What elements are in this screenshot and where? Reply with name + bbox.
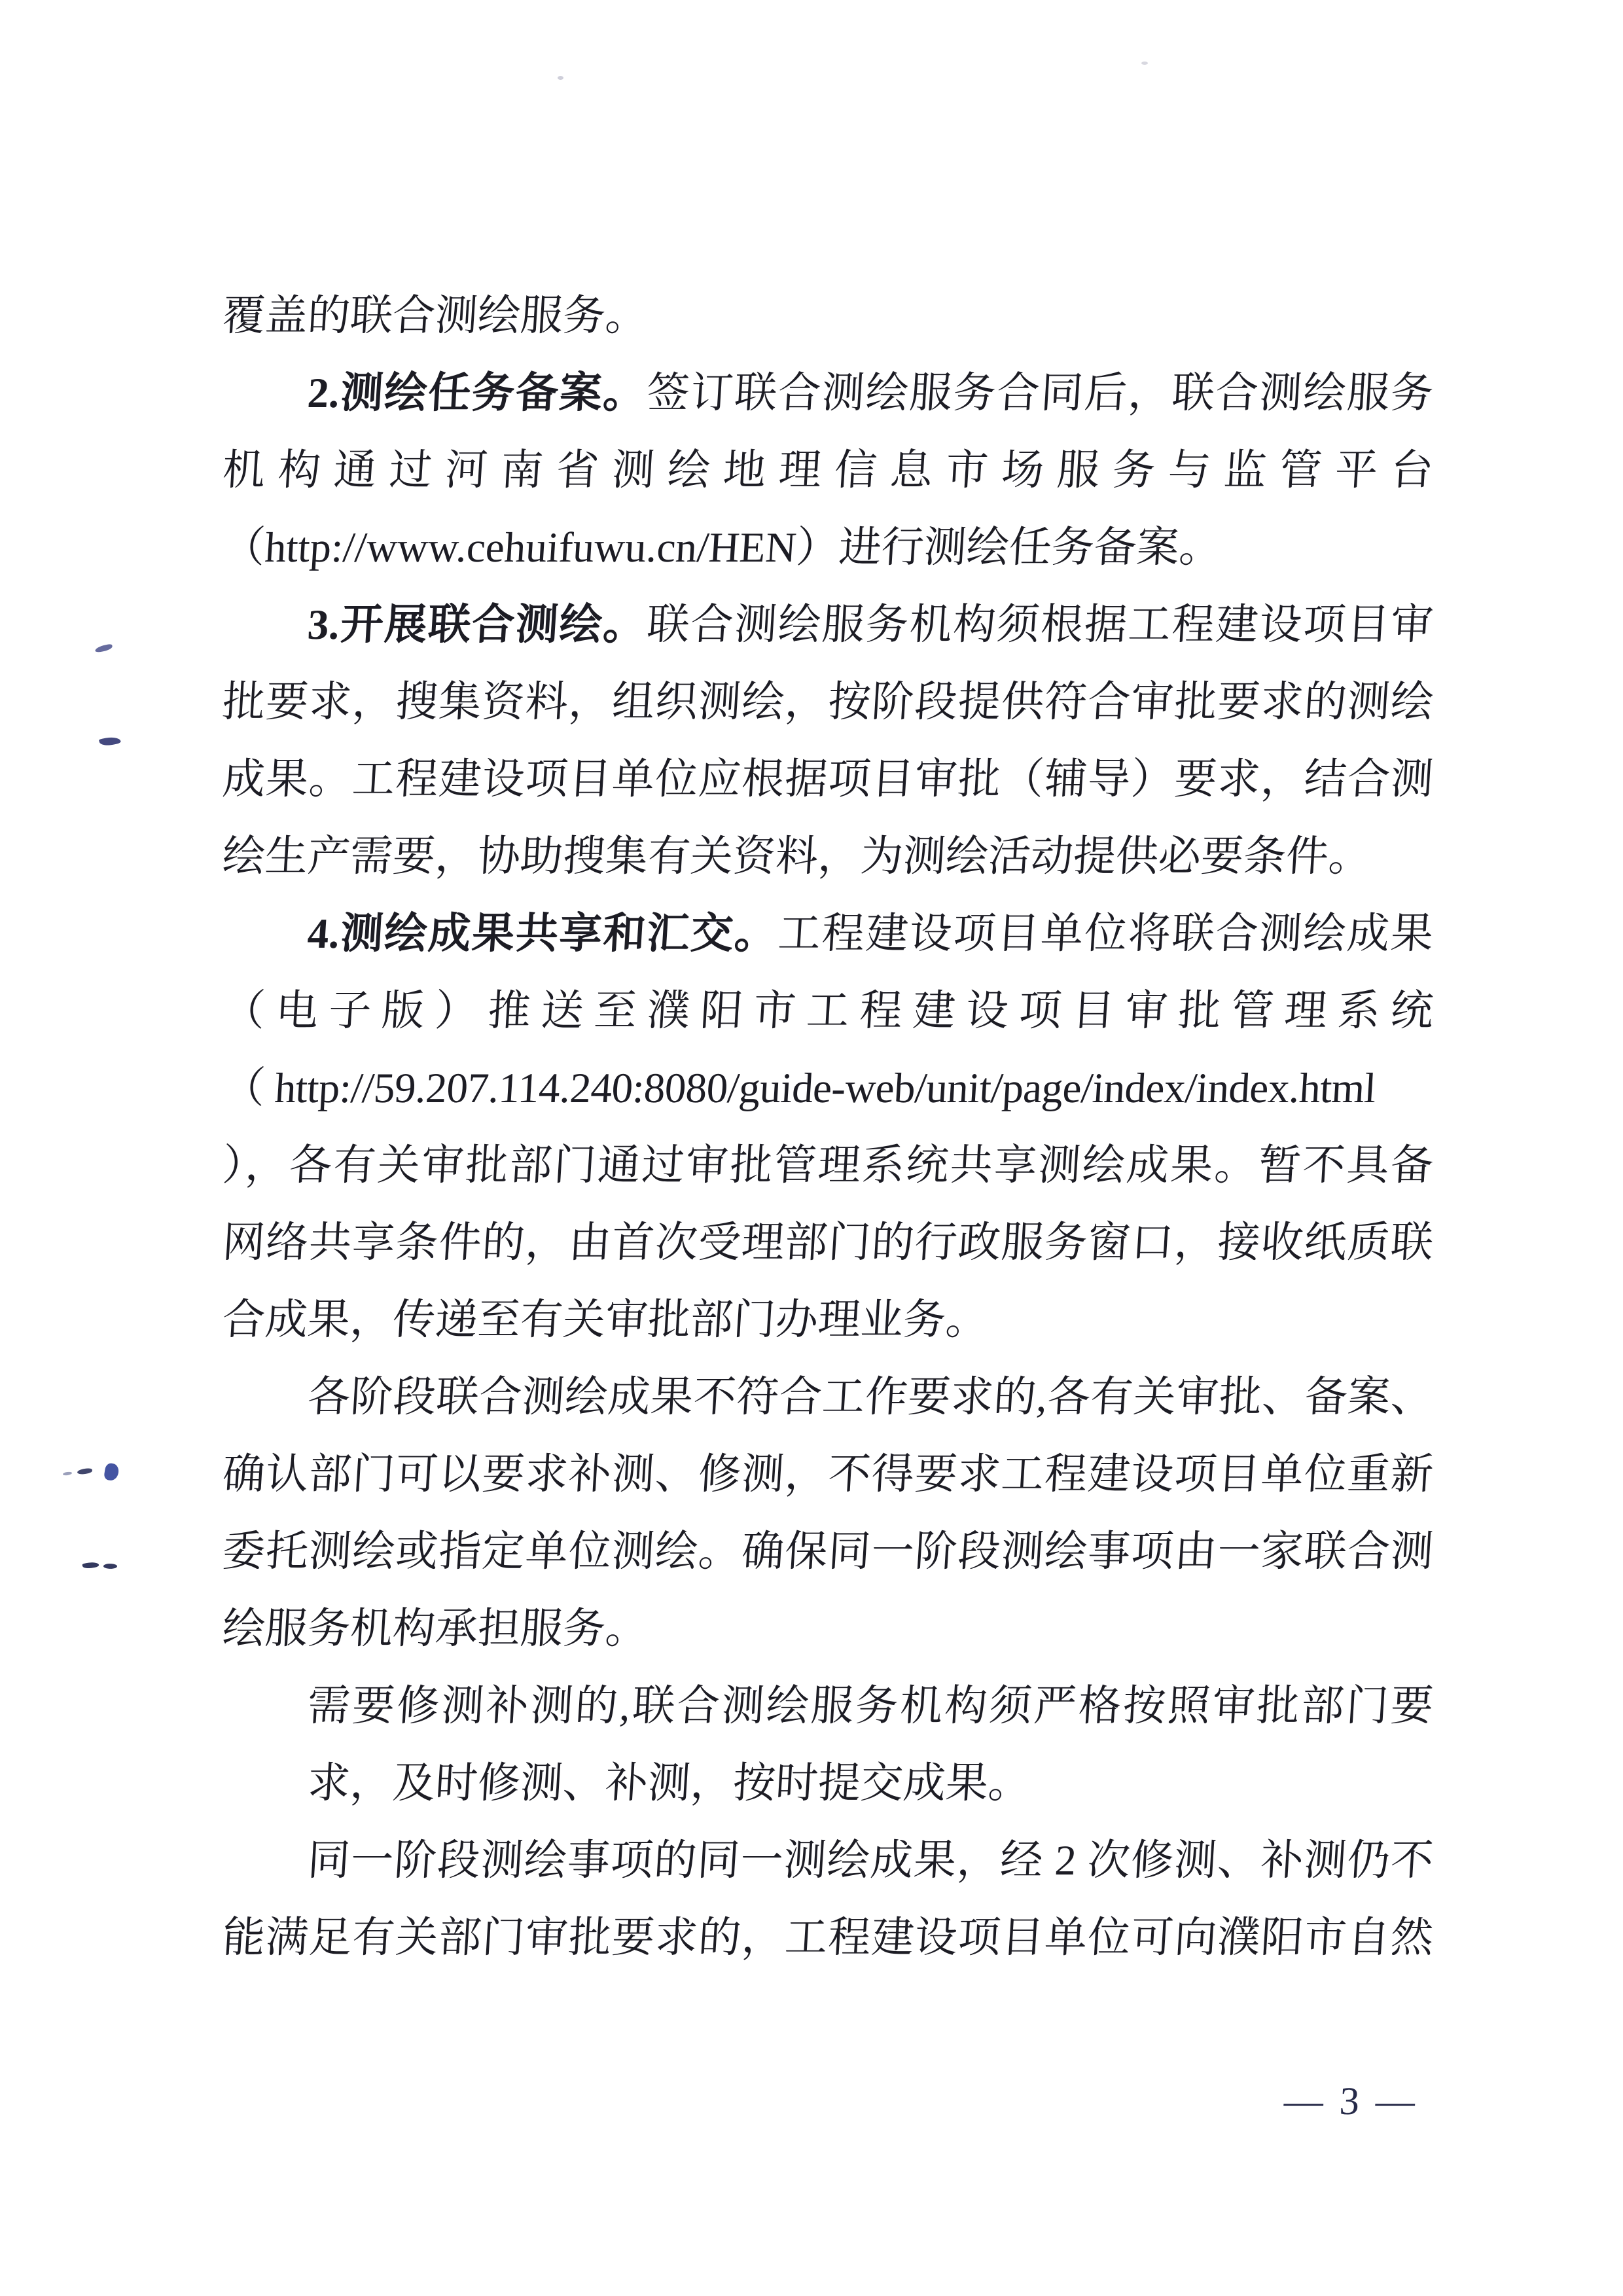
text-line: 覆盖的联合测绘服务。	[221, 293, 650, 340]
text-line: 合成果，传递至有关审批部门办理业务。	[221, 1297, 990, 1344]
text-line: 各阶段联合测绘成果不符合工作要求的,各有关审批、备案、	[306, 1374, 1435, 1421]
text-line: 绘服务机构承担服务。	[221, 1605, 650, 1653]
numbered-item-heading: 2.测绘任务备案。	[306, 370, 649, 417]
text-line: 需要修测补测的,联合测绘服务机构须严格按照审批部门要	[306, 1683, 1435, 1730]
text-line: 绘生产需要，协助搜集有关资料，为测绘活动提供必要条件。	[221, 833, 1373, 880]
numbered-item-heading: 3.开展联合测绘。	[306, 601, 649, 649]
text-line	[220, 586, 1435, 664]
document-body	[223, 278, 1433, 1977]
text-line: 网络共享条件的，由首次受理部门的行政服务窗口，接收纸质联	[221, 1219, 1435, 1266]
text-line	[220, 895, 1435, 973]
text-line: 委托测绘或指定单位测绘。确保同一阶段测绘事项由一家联合测	[221, 1528, 1435, 1575]
ink-mark	[77, 1468, 93, 1475]
ink-mark	[99, 734, 121, 747]
page-number: — 3 —	[1283, 2079, 1416, 2123]
text-segment: 签订联合测绘服务合同后，联合测绘服务	[645, 370, 1435, 417]
scan-speck	[558, 76, 563, 80]
text-line-url: （ http://59.207.114.240:8080/guide-web/unit/page/index/index.html	[221, 1065, 1378, 1112]
text-line: 成果。工程建设项目单位应根据项目审批（辅导）要求，结合测	[221, 756, 1435, 803]
text-line: 能满足有关部门审批要求的，工程建设项目单位可向濮阳市自然	[221, 1914, 1435, 1962]
numbered-item-heading: 4.测绘成果共享和汇交。	[306, 910, 780, 958]
ink-mark	[103, 1463, 120, 1482]
ink-mark	[103, 1563, 118, 1570]
scan-speck	[1141, 62, 1148, 65]
ink-mark	[63, 1471, 73, 1476]
text-line: （电子版）推送至濮阳市工程建设项目审批管理系统	[221, 988, 1435, 1035]
text-line: ），各有关审批部门通过审批管理系统共享测绘成果。暂不具备	[221, 1142, 1435, 1189]
text-line: 机构通过河南省测绘地理信息市场服务与监管平台	[221, 447, 1435, 494]
ink-mark	[94, 643, 113, 653]
text-line	[220, 355, 1435, 432]
text-line: 批要求，搜集资料，组织测绘，按阶段提供符合审批要求的测绘	[221, 679, 1435, 726]
ink-mark	[82, 1561, 99, 1570]
text-line: 同一阶段测绘事项的同一测绘成果，经 2 次修测、补测仍不	[306, 1837, 1435, 1884]
text-line: 求，及时修测、补测，按时提交成果。	[306, 1760, 1033, 1807]
text-line: 确认部门可以要求补测、修测，不得要求工程建设项目单位重新	[221, 1451, 1435, 1498]
text-line-url: （http://www.cehuifuwu.cn/HEN）进行测绘任务备案。	[221, 524, 1223, 571]
text-segment: 联合测绘服务机构须根据工程建设项目审	[645, 601, 1435, 649]
text-segment: 工程建设项目单位将联合测绘成果	[776, 910, 1435, 958]
